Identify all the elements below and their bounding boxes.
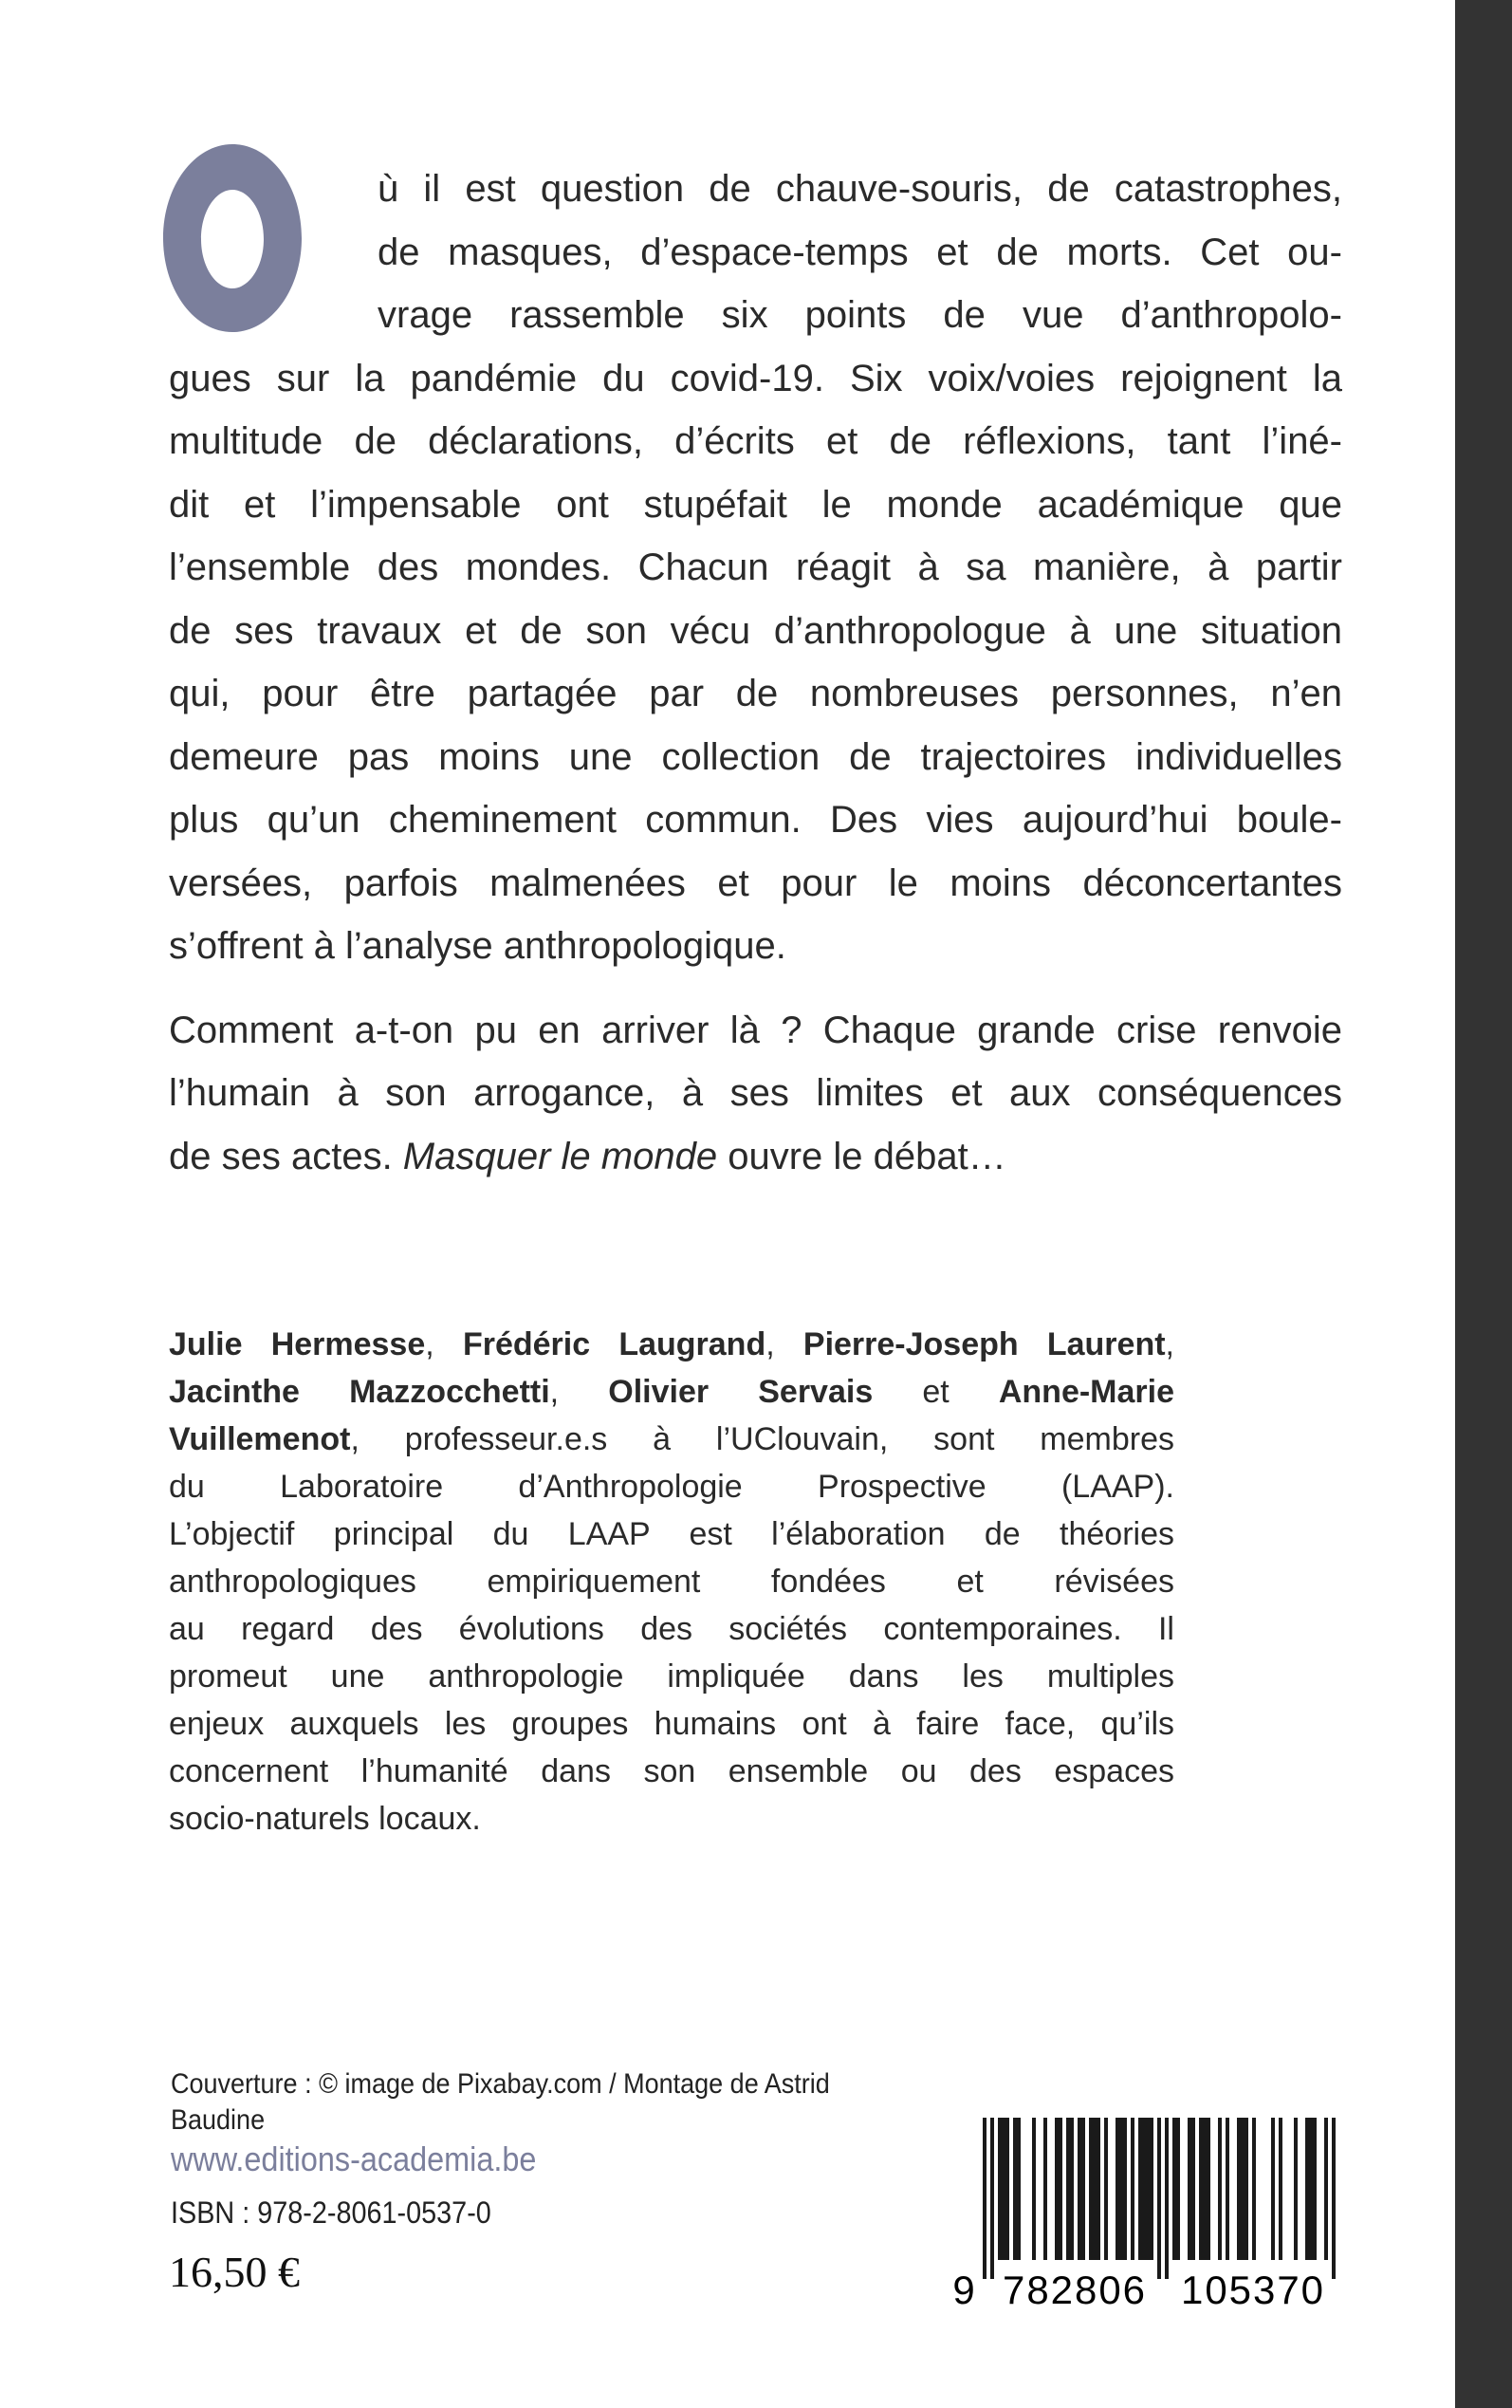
text-line: gues sur la pandémie du covid-19. Six voix/voies rejoignent la <box>169 357 1342 399</box>
author-name: Jacinthe Mazzocchetti <box>169 1374 550 1410</box>
back-cover-text <box>169 157 1342 1843</box>
cover-credit-line-2: Baudine <box>171 2104 266 2136</box>
text-segment: enjeux auxquels les groupes humains ont à faire face, qu’ils <box>169 1706 1174 1742</box>
barcode-bar <box>1002 2118 1005 2260</box>
barcode-bar <box>1191 2118 1195 2260</box>
barcode-bar <box>1252 2118 1256 2260</box>
author-name: Pierre-Joseph Laurent <box>802 1326 1166 1362</box>
text-line <box>169 1368 1174 1416</box>
book-title: Masquer le monde <box>402 1135 718 1177</box>
author-name: Julie Hermesse <box>169 1326 426 1362</box>
text-line: s’offrent à l’analyse anthropologique. <box>169 925 786 967</box>
text-line <box>169 1748 1174 1795</box>
text-segment: L’objectif principal du LAAP est l’élaboration de théories <box>169 1516 1174 1552</box>
text-line: qui, pour être partagée par de nombreuses personnes, n’en <box>169 673 1342 714</box>
text-line <box>169 1558 1174 1605</box>
barcode-digits: 105370 <box>1181 2268 1323 2309</box>
text-line: vrage rassemble six points de vue d’anthropolo- <box>378 294 1342 336</box>
barcode-bar <box>1089 2118 1093 2260</box>
text-line <box>169 1125 1342 1189</box>
text-segment: et <box>873 1374 999 1410</box>
text-line: plus qu’un cheminement commun. Des vies aujourd’hui boule- <box>169 799 1342 841</box>
text-segment: , <box>549 1374 609 1410</box>
barcode-bar <box>1070 2118 1074 2260</box>
text-segment: , <box>1165 1326 1174 1362</box>
barcode-bar <box>1097 2118 1100 2260</box>
author-name: Anne-Marie <box>998 1374 1174 1410</box>
text-line: l’ensemble des mondes. Chacun réagit à sa manière, à partir <box>169 546 1342 588</box>
text-segment: socio-naturels locaux. <box>169 1801 481 1837</box>
text-line: de masques, d’espace-temps et de morts. Cet ou- <box>378 231 1342 273</box>
barcode-bar <box>1116 2118 1119 2260</box>
text-segment: , <box>765 1326 803 1362</box>
text-line: de ses travaux et de son vécu d’anthropologue à une situation <box>169 609 1342 652</box>
publisher-website-link[interactable]: www.editions-academia.be <box>171 2139 537 2178</box>
authors-bio <box>169 1321 1174 1843</box>
barcode-bar <box>1032 2118 1036 2260</box>
text-line <box>169 999 1342 1063</box>
text-segment: promeut une anthropologie impliquée dans les multiples <box>169 1658 1174 1695</box>
barcode-bar <box>1119 2118 1123 2260</box>
barcode-bar <box>990 2118 994 2279</box>
barcode-bar <box>1237 2118 1241 2260</box>
barcode-bar <box>1005 2118 1009 2260</box>
barcode-bar <box>1313 2118 1317 2260</box>
barcode-bar <box>1199 2118 1203 2260</box>
spine-strip <box>1455 0 1512 2408</box>
barcode-bar <box>1043 2118 1047 2260</box>
text-segment: ouvre le débat… <box>717 1135 1006 1177</box>
cover-credit <box>171 2066 830 2232</box>
text-line <box>169 1605 1174 1653</box>
isbn-barcode <box>949 2114 1337 2309</box>
barcode-bar <box>1172 2118 1176 2260</box>
barcode-bar <box>1332 2118 1336 2279</box>
barcode-digits: 782806 <box>1003 2268 1145 2309</box>
blurb-paragraph-1 <box>169 157 1342 978</box>
text-segment: anthropologiques empiriquement fondées et révisées <box>169 1564 1174 1600</box>
text-line <box>169 1463 1174 1510</box>
barcode-bar <box>1123 2118 1127 2260</box>
text-line: demeure pas moins une collection de trajectoires individuelles <box>169 735 1342 778</box>
barcode-bar <box>1203 2118 1207 2260</box>
text-line <box>169 1062 1342 1125</box>
text-segment: Comment a-t-on pu en arriver là ? Chaque grande crise renvoie <box>169 1009 1342 1051</box>
barcode-bar <box>1093 2118 1097 2260</box>
isbn: ISBN : 978-2-8061-0537-0 <box>171 2195 491 2230</box>
barcode-bar <box>1226 2118 1229 2260</box>
text-line <box>169 1510 1174 1558</box>
text-segment: l’humain à son arrogance, à ses limites et aux conséquences <box>169 1072 1342 1114</box>
barcode-bar <box>1279 2118 1282 2260</box>
barcode-bar <box>1294 2118 1298 2260</box>
barcode-bar <box>1245 2118 1248 2260</box>
barcode-bar <box>1241 2118 1245 2260</box>
text-segment: au regard des évolutions des sociétés contemporaines. Il <box>169 1611 1174 1647</box>
barcode-bar <box>1324 2118 1328 2260</box>
text-line <box>169 1795 1174 1843</box>
text-segment: du Laboratoire d’Anthropologie Prospective (LAAP). <box>169 1469 1174 1505</box>
text-line: versées, parfois malmenées et pour le moins déconcertantes <box>169 861 1342 904</box>
text-segment: , professeur.e.s à l’UClouvain, sont membres <box>350 1421 1174 1457</box>
text-segment: de ses actes. <box>169 1135 403 1177</box>
barcode-bar <box>1131 2118 1134 2260</box>
barcode-bar <box>1188 2118 1191 2260</box>
barcode-bar <box>1142 2118 1146 2260</box>
text-line: dit et l’impensable ont stupéfait le monde académique que <box>169 483 1342 526</box>
price: 16,50 € <box>169 2248 300 2296</box>
barcode-bar <box>1176 2118 1180 2260</box>
barcode-bar <box>1157 2118 1161 2279</box>
barcode-bar <box>1138 2118 1142 2260</box>
barcode-bar <box>1078 2118 1081 2260</box>
text-line: multitude de déclarations, d’écrits et de réflexions, tant l’iné- <box>169 420 1342 462</box>
barcode-bar <box>1271 2118 1275 2260</box>
barcode-bar <box>1305 2118 1309 2260</box>
barcode-bar <box>1066 2118 1070 2260</box>
text-segment: , <box>425 1326 463 1362</box>
barcode-bar <box>1104 2118 1108 2260</box>
text-line <box>169 1321 1174 1368</box>
barcode-bar <box>1207 2118 1210 2260</box>
barcode-bar <box>1017 2118 1021 2260</box>
barcode-digits: 9 <box>952 2268 975 2309</box>
author-name: Vuillemenot <box>169 1421 351 1457</box>
barcode-bar <box>1081 2118 1085 2260</box>
barcode-bar <box>1146 2118 1150 2260</box>
text-line: ù il est question de chauve-souris, de catastrophes, <box>378 168 1342 210</box>
barcode-bar <box>1309 2118 1313 2260</box>
author-name: Frédéric Laugrand <box>462 1326 766 1362</box>
barcode-bar <box>1218 2118 1222 2260</box>
text-line <box>169 1653 1174 1700</box>
text-line <box>169 1700 1174 1748</box>
barcode-bar <box>983 2118 986 2279</box>
cover-credit-line-1: Couverture : © image de Pixabay.com / Montage de Astrid <box>171 2068 830 2100</box>
blurb-paragraph-2 <box>169 999 1342 1189</box>
author-name: Olivier Servais <box>608 1374 874 1410</box>
text-segment: concernent l’humanité dans son ensemble ou des espaces <box>169 1753 1174 1789</box>
barcode-bar <box>1165 2118 1169 2279</box>
barcode-bar <box>1150 2118 1153 2260</box>
barcode-bar <box>1059 2118 1062 2260</box>
text-line <box>169 1416 1174 1463</box>
barcode-bar <box>1013 2118 1017 2260</box>
barcode-bar <box>1055 2118 1059 2260</box>
barcode-bar <box>998 2118 1002 2260</box>
